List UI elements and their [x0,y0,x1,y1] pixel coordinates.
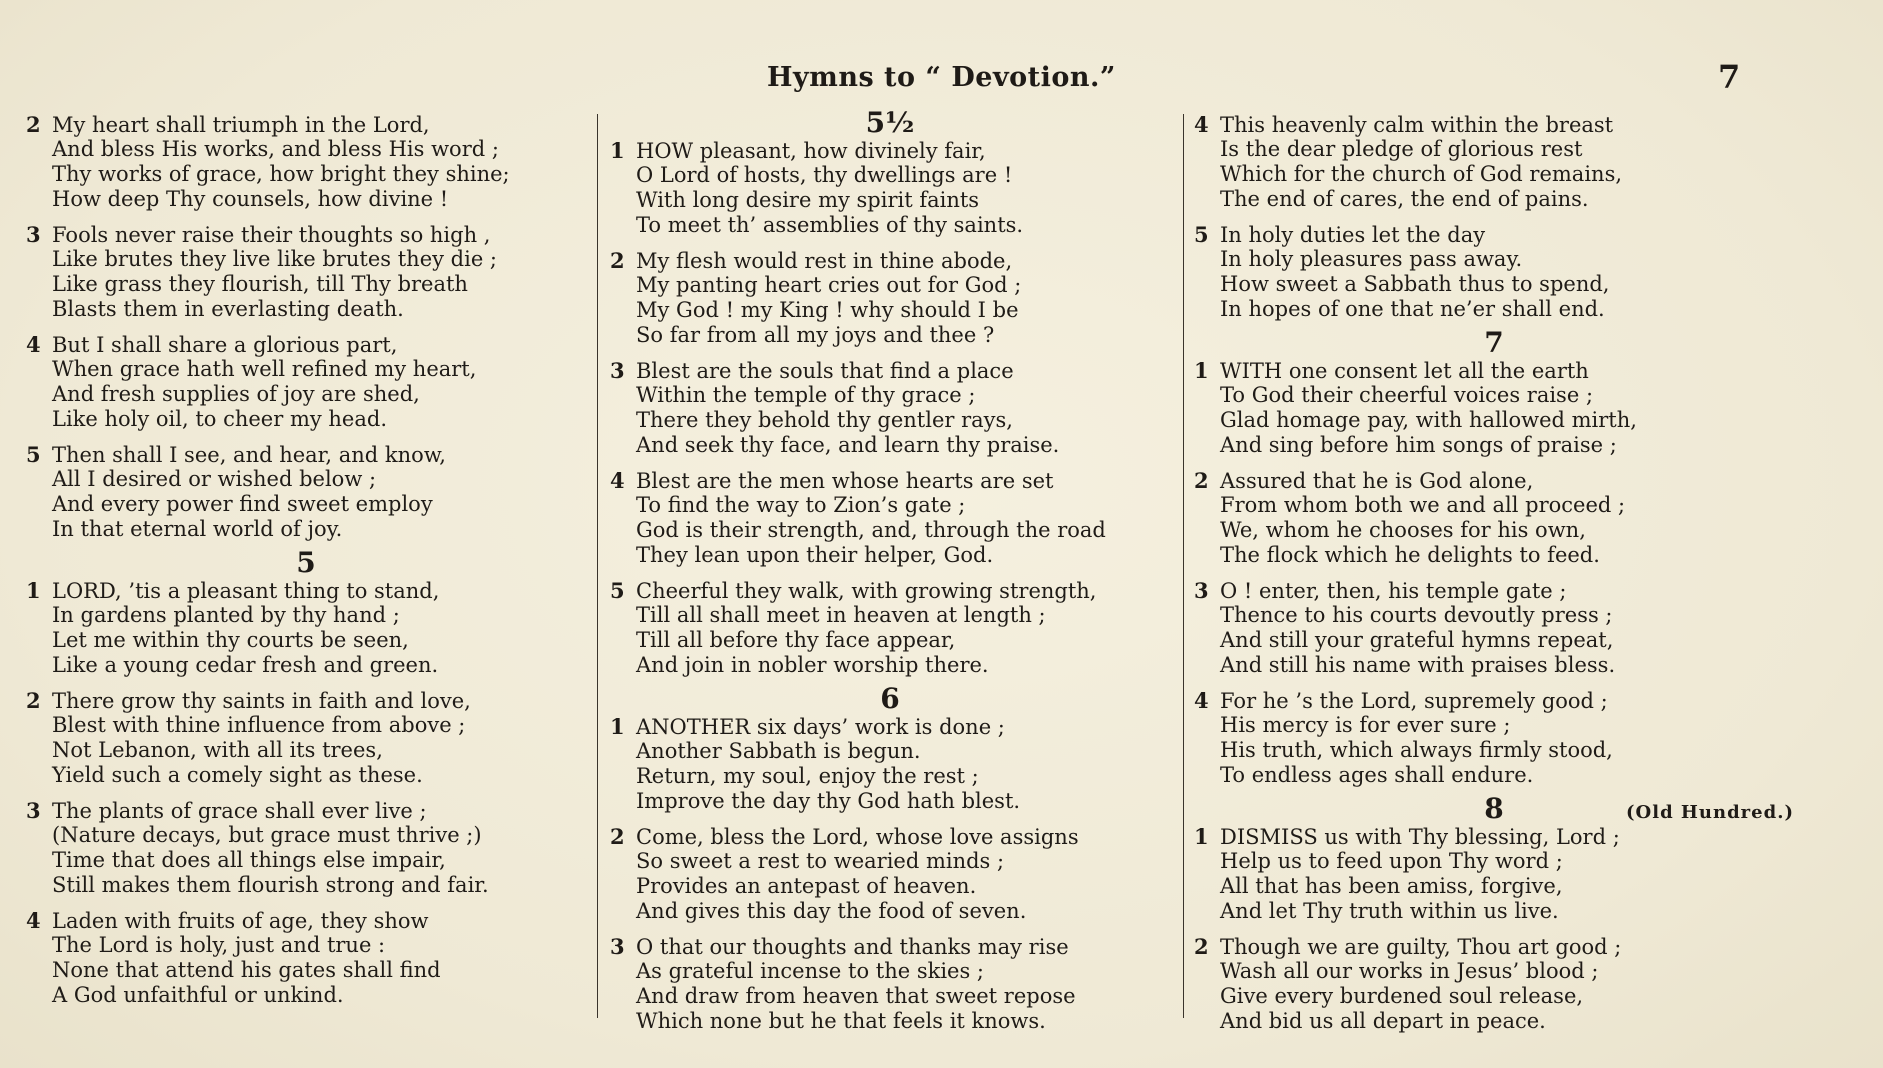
verse-text: And join in nobler worship there. [636,653,989,677]
stanza [610,714,1170,814]
verse-line [610,213,1170,238]
verse-line [610,874,1170,899]
verse-text: There they behold thy gentler rays, [636,408,1013,432]
stanza-number: 2 [26,112,41,137]
verse-text: WITH one consent let all the earth [1220,359,1589,383]
verse-line [26,492,586,517]
verse-text: Still makes them flourish strong and fair. [52,873,489,897]
hymn-number [1194,794,1794,824]
verse-text: Help us to feed upon Thy word ; [1220,849,1563,873]
tune-name: (Old Hundred.) [1626,802,1794,823]
stanza [1194,358,1794,458]
stanza [26,112,586,212]
verse-line [610,899,1170,924]
verse-line [610,408,1170,433]
stanza-number: 2 [610,824,625,849]
verse-line [1194,187,1794,212]
verse-line [610,714,1170,739]
stanza [1194,222,1794,322]
verse-line [610,163,1170,188]
verse-line [26,738,586,763]
verse-text: Blasts them in everlasting death. [52,297,404,321]
verse-text: In gardens planted by thy hand ; [52,603,400,627]
verse-line [1194,849,1794,874]
verse-text: Which none but he that feels it knows. [636,1009,1046,1033]
verse-text: Like brutes they live like brutes they die ; [52,247,497,271]
verse-line [610,433,1170,458]
stanza-number: 2 [1194,934,1209,959]
verse-text: And bless His works, and bless His word ; [52,137,499,161]
verse-text: To meet th’ assemblies of thy saints. [636,213,1024,237]
verse-line [26,247,586,272]
verse-text: Like holy oil, to cheer my head. [52,407,387,431]
verse-text: My God ! my King ! why should I be [636,298,1019,322]
verse-text: In hopes of one that ne’er shall end. [1220,297,1605,321]
stanza-number: 3 [26,798,41,823]
verse-text: And seek thy face, and learn thy praise. [636,433,1060,457]
verse-line [1194,874,1794,899]
stanza-number: 1 [26,578,41,603]
verse-line [26,628,586,653]
verse-line [610,984,1170,1009]
verse-line [610,603,1170,628]
verse-text: All I desired or wished below ; [52,467,377,491]
page-title: Hymns to “ Devotion.” [767,62,1116,93]
verse-line [1194,468,1794,493]
stanza [1194,468,1794,568]
column-right [1194,112,1794,1044]
stanza [1194,934,1794,1034]
verse-line [26,688,586,713]
verse-line [1194,358,1794,383]
verse-text: My panting heart cries out for God ; [636,273,1022,297]
verse-text: Laden with fruits of age, they show [52,909,429,933]
verse-text: A God unfaithful or unkind. [52,983,344,1007]
stanza [1194,578,1794,678]
verse-line [1194,408,1794,433]
verse-line [26,137,586,162]
page-number: 7 [1718,58,1741,96]
verse-text: This heavenly calm within the breast [1220,113,1614,137]
verse-line [26,653,586,678]
verse-text: To endless ages shall endure. [1220,763,1534,787]
verse-text: (Nature decays, but grace must thrive ;) [52,823,482,847]
stanza [26,908,586,1008]
verse-text: And bid us all depart in peace. [1220,1009,1546,1033]
verse-text: In holy duties let the day [1220,223,1486,247]
verse-line [610,739,1170,764]
verse-line [1194,628,1794,653]
verse-line [610,518,1170,543]
verse-text: The Lord is holy, just and true : [52,933,386,957]
verse-text: Provides an antepast of heaven. [636,874,977,898]
verse-line [1194,713,1794,738]
stanza-number: 5 [26,442,41,467]
verse-text: Give every burdened soul release, [1220,984,1584,1008]
verse-line [26,603,586,628]
column-middle [610,106,1170,1044]
hymn-section [1194,358,1794,788]
verse-text: The end of cares, the end of pains. [1220,187,1589,211]
stanza [610,468,1170,568]
verse-text: Yield such a comely sight as these. [52,763,423,787]
verse-text: O Lord of hosts, thy dwellings are ! [636,163,1013,187]
stanza [26,442,586,542]
verse-line [1194,272,1794,297]
verse-line [610,764,1170,789]
stanza [26,222,586,322]
verse-text: So far from all my joys and thee ? [636,323,995,347]
verse-line [1194,433,1794,458]
verse-line [610,468,1170,493]
verse-text: Like a young cedar fresh and green. [52,653,439,677]
verse-line [610,849,1170,874]
hymn-section [1194,112,1794,322]
verse-line [610,493,1170,518]
verse-line [26,873,586,898]
verse-line [26,958,586,983]
verse-text: Fools never raise their thoughts so high , [52,223,491,247]
stanza-number: 3 [610,358,625,383]
stanza-number: 5 [1194,222,1209,247]
verse-text: LORD, ’tis a pleasant thing to stand, [52,579,440,603]
verse-text: In that eternal world of joy. [52,517,343,541]
verse-line [610,383,1170,408]
verse-text: HOW pleasant, how divinely fair, [636,139,986,163]
verse-line [26,407,586,432]
verse-text: Which for the church of God remains, [1220,162,1623,186]
verse-line [26,162,586,187]
verse-line [26,713,586,738]
verse-text: Thy works of grace, how bright they shine; [52,162,510,186]
verse-line [610,298,1170,323]
verse-text: There grow thy saints in faith and love, [52,689,471,713]
verse-text: My heart shall triumph in the Lord, [52,113,430,137]
stanza-number: 4 [26,908,41,933]
stanza-number: 4 [1194,688,1209,713]
verse-line [1194,247,1794,272]
verse-line [610,188,1170,213]
hymn-section [610,138,1170,678]
verse-text: And still his name with praises bless. [1220,653,1616,677]
verse-text: My flesh would rest in thine abode, [636,249,1013,273]
verse-line [610,248,1170,273]
verse-text: They lean upon their helper, God. [636,543,994,567]
stanza-number: 3 [610,934,625,959]
hymn-number: 5 [296,546,316,579]
verse-text: Not Lebanon, with all its trees, [52,738,383,762]
verse-line [610,959,1170,984]
verse-text: With long desire my spirit faints [636,188,980,212]
verse-text: Another Sabbath is begun. [636,739,921,763]
verse-text: All that has been amiss, forgive, [1220,874,1563,898]
verse-line [1194,137,1794,162]
stanza-number: 1 [1194,358,1209,383]
verse-line [26,272,586,297]
stanza [26,332,586,432]
verse-line [1194,518,1794,543]
verse-text: To God their cheerful voices raise ; [1220,383,1594,407]
verse-line [26,798,586,823]
verse-text: O that our thoughts and thanks may rise [636,935,1069,959]
hymn-number: 5½ [865,106,915,139]
verse-line [610,934,1170,959]
verse-text: Within the temple of thy grace ; [636,383,976,407]
verse-line [610,543,1170,568]
verse-text: Assured that he is God alone, [1220,469,1534,493]
verse-line [26,222,586,247]
verse-line [1194,383,1794,408]
verse-text: From whom both we and all proceed ; [1220,493,1626,517]
stanza-number: 2 [1194,468,1209,493]
verse-text: So sweet a rest to wearied minds ; [636,849,1005,873]
verse-line [26,112,586,137]
verse-line [26,357,586,382]
stanza [610,138,1170,238]
verse-text: Blest with thine influence from above ; [52,713,466,737]
verse-text: And still your grateful hymns repeat, [1220,628,1614,652]
verse-text: As grateful incense to the skies ; [636,959,985,983]
stanza-number: 3 [1194,578,1209,603]
stanza-number: 1 [610,714,625,739]
verse-line [26,763,586,788]
verse-text: Improve the day thy God hath blest. [636,789,1021,813]
verse-text: Is the dear pledge of glorious rest [1220,137,1583,161]
verse-text: Return, my soul, enjoy the rest ; [636,764,979,788]
verse-text: Then shall I see, and hear, and know, [52,443,446,467]
stanza-number: 4 [610,468,625,493]
hymn-section [1194,824,1794,1034]
verse-line [1194,934,1794,959]
verse-line [1194,162,1794,187]
verse-line [26,848,586,873]
verse-text: Wash all our works in Jesus’ blood ; [1220,959,1599,983]
verse-text: The flock which he delights to feed. [1220,543,1600,567]
verse-text: When grace hath well refined my heart, [52,357,477,381]
column-left [26,112,586,1018]
verse-line [1194,1009,1794,1034]
verse-line [26,382,586,407]
verse-text: And gives this day the food of seven. [636,899,1027,923]
verse-text: Time that does all things else impair, [52,848,446,872]
verse-text: Come, bless the Lord, whose love assigns [636,825,1079,849]
verse-text: We, whom he chooses for his own, [1220,518,1586,542]
verse-text: O ! enter, then, his temple gate ; [1220,579,1567,603]
verse-text: In holy pleasures pass away. [1220,247,1523,271]
verse-text: How deep Thy counsels, how divine ! [52,187,449,211]
verse-text: God is their strength, and, through the road [636,518,1106,542]
verse-text: Blest are the souls that find a place [636,359,1014,383]
verse-line [1194,493,1794,518]
verse-line [1194,688,1794,713]
stanza [1194,688,1794,788]
verse-text: None that attend his gates shall find [52,958,441,982]
verse-text: To find the way to Zion’s gate ; [636,493,966,517]
stanza [1194,112,1794,212]
verse-line [26,983,586,1008]
stanza-number: 2 [610,248,625,273]
verse-line [610,358,1170,383]
verse-line [610,1009,1170,1034]
verse-text: His truth, which always firmly stood, [1220,738,1613,762]
verse-text: Though we are guilty, Thou art good ; [1220,935,1622,959]
verse-text: And sing before him songs of praise ; [1220,433,1617,457]
verse-text: But I shall share a glorious part, [52,333,398,357]
verse-text: And draw from heaven that sweet repose [636,984,1076,1008]
stanza-number: 4 [1194,112,1209,137]
verse-text: Till all before thy face appear, [636,628,956,652]
verse-text: Like grass they flourish, till Thy breath [52,272,468,296]
verse-line [1194,959,1794,984]
verse-line [1194,112,1794,137]
verse-line [610,273,1170,298]
verse-line [26,908,586,933]
verse-line [610,824,1170,849]
stanza [26,578,586,678]
verse-line [610,323,1170,348]
verse-line [26,467,586,492]
verse-line [1194,543,1794,568]
verse-text: Blest are the men whose hearts are set [636,469,1054,493]
verse-line [1194,297,1794,322]
stanza [610,358,1170,458]
stanza-number: 1 [1194,824,1209,849]
verse-text: ANOTHER six days’ work is done ; [636,715,1005,739]
verse-line [1194,763,1794,788]
verse-line [1194,222,1794,247]
stanza-number: 4 [26,332,41,357]
verse-text: Till all shall meet in heaven at length ; [636,603,1046,627]
verse-text: How sweet a Sabbath thus to spend, [1220,272,1610,296]
verse-text: And every power find sweet employ [52,492,433,516]
verse-text: Thence to his courts devoutly press ; [1220,603,1613,627]
verse-text: And let Thy truth within us live. [1220,899,1559,923]
stanza-number: 5 [610,578,625,603]
hymn-number: 7 [1484,326,1504,359]
verse-line [610,578,1170,603]
verse-line [26,442,586,467]
verse-line [610,628,1170,653]
verse-line [26,578,586,603]
stanza [610,824,1170,924]
stanza [26,688,586,788]
stanza-number: 3 [26,222,41,247]
hymn-number: 6 [880,682,900,715]
stanza-number: 2 [26,688,41,713]
verse-line [610,138,1170,163]
verse-line [1194,984,1794,1009]
verse-text: Let me within thy courts be seen, [52,628,409,652]
verse-line [1194,578,1794,603]
hymn-section [610,714,1170,1034]
verse-line [1194,899,1794,924]
verse-line [1194,603,1794,628]
verse-line [26,332,586,357]
verse-text: The plants of grace shall ever live ; [52,799,427,823]
stanza [610,578,1170,678]
verse-line [610,653,1170,678]
verse-text: For he ’s the Lord, supremely good ; [1220,689,1608,713]
verse-text: His mercy is for ever sure ; [1220,713,1511,737]
verse-text: Glad homage pay, with hallowed mirth, [1220,408,1637,432]
stanza [610,934,1170,1034]
hymn-section [26,578,586,1008]
verse-text: Cheerful they walk, with growing strength, [636,579,1097,603]
hymn-section [26,112,586,542]
column-divider [1183,114,1184,1018]
verse-text: DISMISS us with Thy blessing, Lord ; [1220,825,1620,849]
verse-line [1194,653,1794,678]
verse-line [26,187,586,212]
hymn-number-label: 8 [1484,792,1504,825]
verse-text: And fresh supplies of joy are shed, [52,382,420,406]
verse-line [26,933,586,958]
verse-line [26,297,586,322]
verse-line [1194,738,1794,763]
stanza-number: 1 [610,138,625,163]
stanza [1194,824,1794,924]
verse-line [26,517,586,542]
stanza [610,248,1170,348]
verse-line [610,789,1170,814]
verse-line [26,823,586,848]
stanza [26,798,586,898]
column-divider [597,114,598,1018]
